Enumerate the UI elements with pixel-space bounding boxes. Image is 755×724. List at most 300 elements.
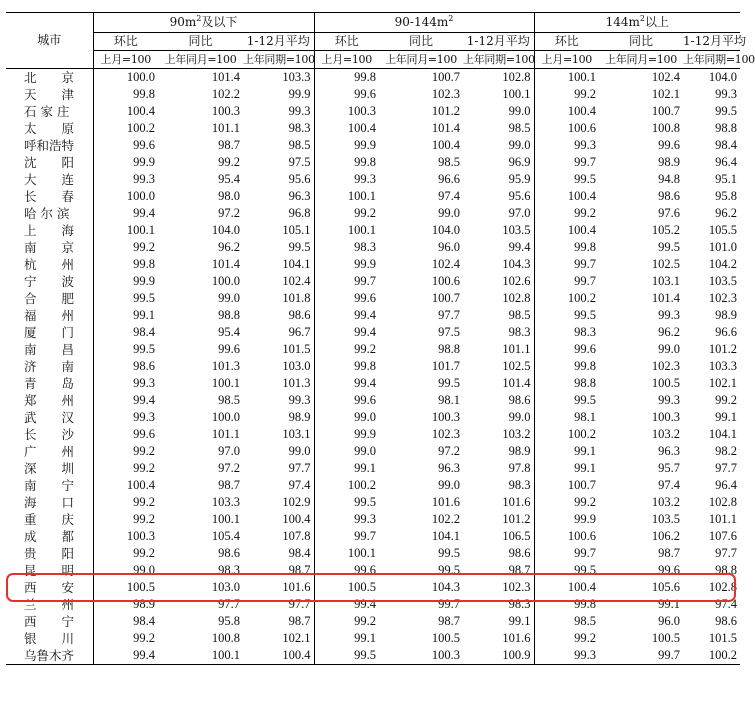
value-cell: 99.7 (534, 256, 599, 273)
value-cell: 99.9 (314, 426, 379, 443)
value-cell: 102.4 (282, 274, 311, 288)
table-row (6, 171, 740, 188)
value-cell: 100.8 (651, 121, 681, 135)
value-cell: 99.7 (314, 528, 379, 545)
city-cell: 重 庆 (24, 512, 75, 527)
value-cell: 100.2 (534, 290, 599, 307)
value-cell: 102.6 (502, 274, 531, 288)
value-cell: 101.2 (431, 104, 460, 118)
value-cell: 100.4 (534, 579, 599, 596)
value-cell: 96.8 (288, 206, 311, 220)
value-cell: 101.1 (708, 512, 738, 526)
value-cell: 97.2 (218, 206, 240, 220)
value-cell: 99.3 (658, 308, 681, 322)
value-cell: 99.4 (314, 307, 379, 324)
city-cell: 长 春 (24, 189, 75, 204)
value-cell: 99.1 (508, 614, 531, 628)
table-row (6, 494, 740, 511)
value-cell: 96.4 (715, 478, 738, 492)
value-cell: 99.3 (534, 137, 599, 154)
value-cell: 99.3 (715, 87, 738, 101)
city-cell: 深 圳 (24, 461, 75, 476)
value-cell: 99.2 (93, 494, 158, 511)
value-cell: 101.5 (708, 631, 738, 645)
value-cell: 95.7 (658, 461, 681, 475)
value-cell: 99.0 (314, 409, 379, 426)
value-cell: 99.2 (93, 460, 158, 477)
value-cell: 99.5 (715, 104, 738, 118)
table-row (6, 239, 740, 256)
table-row (6, 392, 740, 409)
value-cell: 103.5 (502, 223, 531, 237)
value-cell: 100.4 (314, 120, 379, 137)
value-cell: 97.0 (508, 206, 531, 220)
value-cell: 100.2 (534, 426, 599, 443)
value-cell: 99.8 (534, 596, 599, 613)
city-cell: 贵 阳 (24, 546, 75, 561)
value-cell: 99.9 (314, 137, 379, 154)
value-cell: 104.0 (431, 223, 460, 237)
value-cell: 95.9 (508, 172, 531, 186)
value-cell: 95.8 (715, 189, 738, 203)
value-cell: 98.0 (218, 189, 240, 203)
value-cell: 99.3 (93, 409, 158, 426)
value-cell: 100.2 (93, 120, 158, 137)
value-cell: 104.3 (502, 257, 531, 271)
value-cell: 98.2 (715, 444, 738, 458)
value-cell: 105.1 (282, 223, 311, 237)
value-cell: 100.0 (211, 410, 240, 424)
value-cell: 102.9 (282, 495, 311, 509)
value-cell: 100.7 (534, 477, 599, 494)
group-header-medium: $90-144m^2$ (314, 13, 534, 33)
value-cell: 98.1 (534, 409, 599, 426)
value-cell: 95.4 (218, 325, 240, 339)
value-cell: 98.6 (508, 393, 531, 407)
value-cell: 101.3 (211, 359, 240, 373)
value-cell: 99.4 (93, 392, 158, 409)
value-cell: 99.2 (93, 630, 158, 647)
value-cell: 104.0 (708, 70, 738, 84)
value-cell: 99.6 (658, 138, 681, 152)
value-cell: 99.9 (93, 154, 158, 171)
value-cell: 96.4 (715, 155, 738, 169)
value-cell: 99.5 (314, 647, 379, 665)
value-cell: 99.5 (534, 171, 599, 188)
value-cell: 100.4 (431, 138, 460, 152)
value-cell: 99.8 (314, 69, 379, 87)
value-cell: 98.4 (93, 613, 158, 630)
value-cell: 101.6 (502, 631, 531, 645)
value-cell: 101.2 (502, 512, 531, 526)
value-cell: 104.3 (431, 580, 460, 594)
value-cell: 98.3 (534, 324, 599, 341)
value-cell: 98.5 (218, 393, 240, 407)
value-cell: 99.9 (93, 273, 158, 290)
value-cell: 98.5 (438, 155, 460, 169)
value-cell: 100.0 (93, 69, 158, 87)
metric-header: 同比 (379, 33, 463, 51)
value-cell: 99.8 (93, 256, 158, 273)
value-cell: 100.6 (534, 120, 599, 137)
city-cell: 郑 州 (24, 393, 75, 408)
group-header-large: $144m^2$以上 (534, 13, 740, 33)
value-cell: 98.3 (288, 121, 311, 135)
value-cell: 99.0 (508, 410, 531, 424)
value-cell: 99.5 (438, 546, 460, 560)
value-cell: 101.1 (211, 427, 240, 441)
value-cell: 96.2 (715, 206, 738, 220)
value-cell: 102.1 (651, 87, 681, 101)
city-cell: 青 岛 (24, 376, 75, 391)
value-cell: 98.6 (93, 358, 158, 375)
value-cell: 98.9 (288, 410, 311, 424)
value-cell: 96.6 (438, 172, 460, 186)
value-cell: 100.1 (211, 512, 240, 526)
price-index-table-container (6, 12, 755, 665)
value-cell: 103.3 (211, 495, 240, 509)
value-cell: 105.5 (708, 223, 738, 237)
value-cell: 99.4 (93, 205, 158, 222)
value-cell: 100.1 (534, 69, 599, 87)
value-cell: 98.5 (534, 613, 599, 630)
value-cell: 107.6 (708, 529, 738, 543)
value-cell: 101.8 (282, 291, 311, 305)
value-cell: 99.4 (93, 647, 158, 665)
value-cell: 99.0 (288, 444, 311, 458)
value-cell: 99.0 (438, 478, 460, 492)
value-cell: 99.3 (314, 511, 379, 528)
value-cell: 97.4 (658, 478, 681, 492)
value-cell: 106.5 (502, 529, 531, 543)
value-cell: 99.1 (314, 630, 379, 647)
city-cell: 乌鲁木齐 (6, 647, 93, 665)
value-cell: 99.3 (288, 104, 311, 118)
price-index-table (6, 12, 755, 665)
value-cell: 96.2 (218, 240, 240, 254)
value-cell: 99.2 (314, 613, 379, 630)
value-cell: 103.0 (282, 359, 311, 373)
value-cell: 102.8 (502, 291, 531, 305)
table-row (6, 290, 740, 307)
value-cell: 101.4 (431, 121, 460, 135)
value-cell: 103.1 (282, 427, 311, 441)
value-cell: 103.5 (651, 512, 681, 526)
value-cell: 100.6 (431, 274, 460, 288)
table-row (6, 460, 740, 477)
value-cell: 97.4 (438, 189, 460, 203)
basis-row (6, 51, 740, 69)
value-cell: 98.7 (508, 563, 531, 577)
city-cell: 长 沙 (24, 427, 75, 442)
value-cell: 99.9 (288, 87, 311, 101)
value-cell: 100.1 (502, 87, 531, 101)
value-cell: 102.2 (431, 512, 460, 526)
value-cell: 100.1 (93, 222, 158, 239)
value-cell: 99.2 (314, 341, 379, 358)
metric-header: 同比 (599, 33, 683, 51)
value-cell: 100.4 (534, 222, 599, 239)
value-cell: 96.9 (508, 155, 531, 169)
value-cell: 97.7 (288, 597, 311, 611)
value-cell: 98.7 (438, 614, 460, 628)
value-cell: 97.6 (658, 206, 681, 220)
city-cell: 昆 明 (24, 563, 75, 578)
value-cell: 103.2 (651, 495, 681, 509)
value-cell: 100.6 (534, 528, 599, 545)
city-cell: 太 原 (24, 121, 75, 136)
value-cell: 99.8 (93, 86, 158, 103)
value-cell: 98.7 (218, 478, 240, 492)
value-cell: 99.5 (534, 562, 599, 579)
basis-header: 上月=100 (534, 51, 599, 69)
value-cell: 99.0 (508, 138, 531, 152)
value-cell: 95.1 (715, 172, 738, 186)
table-row (6, 647, 740, 665)
value-cell: 99.8 (534, 239, 599, 256)
value-cell: 102.3 (502, 580, 531, 594)
value-cell: 102.5 (502, 359, 531, 373)
value-cell: 95.6 (508, 189, 531, 203)
value-cell: 101.6 (502, 495, 531, 509)
value-cell: 102.8 (708, 580, 738, 594)
table-row (6, 188, 740, 205)
value-cell: 102.3 (431, 87, 460, 101)
table-row (6, 69, 740, 87)
value-cell: 99.8 (314, 154, 379, 171)
value-cell: 100.9 (463, 647, 534, 665)
value-cell: 99.5 (288, 240, 311, 254)
value-cell: 99.5 (534, 307, 599, 324)
table-row (6, 324, 740, 341)
value-cell: 99.3 (288, 393, 311, 407)
city-cell: 武 汉 (24, 410, 75, 425)
city-cell: 杭 州 (24, 257, 75, 272)
value-cell: 99.3 (314, 171, 379, 188)
value-cell: 99.7 (534, 273, 599, 290)
city-cell: 西 安 (24, 580, 75, 595)
value-cell: 97.2 (218, 461, 240, 475)
value-cell: 99.6 (314, 562, 379, 579)
value-cell: 96.2 (658, 325, 681, 339)
city-column-header: 城市 (6, 13, 93, 69)
value-cell: 98.6 (508, 546, 531, 560)
table-row (6, 613, 740, 630)
value-cell: 99.7 (599, 647, 683, 665)
value-cell: 95.6 (288, 172, 311, 186)
metric-header: 环比 (534, 33, 599, 51)
value-cell: 98.1 (438, 393, 460, 407)
value-cell: 99.6 (218, 342, 240, 356)
value-cell: 99.2 (93, 545, 158, 562)
value-cell: 100.1 (314, 222, 379, 239)
city-cell: 呼和浩特 (24, 138, 75, 153)
value-cell: 98.3 (218, 563, 240, 577)
value-cell: 98.7 (288, 563, 311, 577)
value-cell: 98.3 (508, 325, 531, 339)
value-cell: 100.5 (651, 376, 681, 390)
value-cell: 98.7 (218, 138, 240, 152)
value-cell: 97.7 (715, 461, 738, 475)
value-cell: 99.2 (93, 443, 158, 460)
value-cell: 100.5 (651, 631, 681, 645)
table-row (6, 545, 740, 562)
table-row (6, 307, 740, 324)
city-cell: 沈 阳 (24, 155, 75, 170)
value-cell: 102.1 (708, 376, 738, 390)
value-cell: 100.0 (93, 188, 158, 205)
value-cell: 97.4 (288, 478, 311, 492)
value-cell: 100.4 (534, 188, 599, 205)
value-cell: 103.5 (708, 274, 738, 288)
value-cell: 101.0 (708, 240, 738, 254)
value-cell: 98.8 (218, 308, 240, 322)
value-cell: 103.3 (282, 70, 311, 84)
value-cell: 101.6 (431, 495, 460, 509)
value-cell: 99.1 (314, 460, 379, 477)
metric-header: 环比 (314, 33, 379, 51)
highlight-box (6, 573, 736, 602)
value-cell: 99.1 (715, 410, 738, 424)
value-cell: 99.5 (534, 392, 599, 409)
value-cell: 99.1 (658, 597, 681, 611)
value-cell: 97.4 (715, 597, 738, 611)
value-cell: 99.2 (93, 511, 158, 528)
value-cell: 99.3 (93, 375, 158, 392)
value-cell: 97.5 (288, 155, 311, 169)
value-cell: 99.6 (314, 290, 379, 307)
subheader-row (6, 33, 740, 51)
value-cell: 98.9 (508, 444, 531, 458)
value-cell: 101.4 (502, 376, 531, 390)
value-cell: 99.2 (93, 239, 158, 256)
city-cell: 合 肥 (24, 291, 75, 306)
city-cell: 济 南 (24, 359, 75, 374)
city-cell: 北 京 (24, 70, 75, 85)
value-cell: 100.2 (683, 647, 740, 665)
value-cell: 99.6 (314, 392, 379, 409)
value-cell: 100.3 (314, 103, 379, 120)
value-cell: 95.4 (218, 172, 240, 186)
city-cell: 福 州 (24, 308, 75, 323)
value-cell: 100.1 (211, 376, 240, 390)
value-cell: 99.5 (93, 341, 158, 358)
value-cell: 99.7 (314, 273, 379, 290)
metric-header: 环比 (93, 33, 158, 51)
value-cell: 101.5 (282, 342, 311, 356)
value-cell: 99.4 (314, 324, 379, 341)
basis-header: 上月=100 (93, 51, 158, 69)
value-cell: 99.0 (218, 291, 240, 305)
table-row (6, 511, 740, 528)
value-cell: 98.3 (508, 478, 531, 492)
value-cell: 100.5 (431, 631, 460, 645)
value-cell: 100.0 (211, 274, 240, 288)
metric-header: 同比 (158, 33, 243, 51)
city-cell: 石 家 庄 (24, 104, 70, 119)
table-header (6, 13, 755, 69)
value-cell: 98.8 (534, 375, 599, 392)
value-cell: 100.3 (211, 104, 240, 118)
value-cell: 98.5 (508, 308, 531, 322)
table-row (6, 426, 740, 443)
value-cell: 104.1 (282, 257, 311, 271)
basis-header: 上年同期=100 (463, 51, 534, 69)
table-row (6, 103, 740, 120)
city-cell: 南 宁 (24, 478, 75, 493)
city-cell: 大 连 (24, 172, 75, 187)
value-cell: 104.1 (431, 529, 460, 543)
value-cell: 100.5 (93, 579, 158, 596)
value-cell: 100.7 (431, 291, 460, 305)
value-cell: 98.9 (93, 596, 158, 613)
table-row (6, 358, 740, 375)
value-cell: 99.1 (534, 443, 599, 460)
value-cell: 105.6 (651, 580, 681, 594)
value-cell: 99.6 (534, 341, 599, 358)
value-cell: 100.4 (282, 512, 311, 526)
value-cell: 99.0 (93, 562, 158, 579)
value-cell: 99.8 (314, 358, 379, 375)
value-cell: 96.0 (438, 240, 460, 254)
value-cell: 96.6 (715, 325, 738, 339)
value-cell: 95.8 (218, 614, 240, 628)
value-cell: 99.2 (314, 205, 379, 222)
basis-header: 上年同月=100 (379, 51, 463, 69)
city-cell: 银 川 (24, 631, 75, 646)
value-cell: 98.8 (715, 563, 738, 577)
value-cell: 101.4 (211, 257, 240, 271)
value-cell: 102.8 (502, 70, 531, 84)
value-cell: 100.3 (379, 647, 463, 665)
value-cell: 99.2 (534, 205, 599, 222)
value-cell: 99.2 (534, 494, 599, 511)
value-cell: 98.8 (715, 121, 738, 135)
value-cell: 100.7 (431, 70, 460, 84)
city-cell: 天 津 (24, 87, 75, 102)
value-cell: 99.7 (534, 545, 599, 562)
value-cell: 102.2 (211, 87, 240, 101)
value-cell: 99.9 (314, 256, 379, 273)
value-cell: 99.2 (715, 393, 738, 407)
value-cell: 104.1 (708, 427, 738, 441)
value-cell: 96.3 (658, 444, 681, 458)
value-cell: 100.3 (651, 410, 681, 424)
city-cell: 厦 门 (24, 325, 75, 340)
value-cell: 99.3 (93, 171, 158, 188)
value-cell: 102.4 (431, 257, 460, 271)
value-cell: 100.1 (158, 647, 243, 665)
value-cell: 99.0 (658, 342, 681, 356)
table-row (6, 256, 740, 273)
value-cell: 99.5 (658, 240, 681, 254)
value-cell: 102.3 (431, 427, 460, 441)
table-row (6, 443, 740, 460)
value-cell: 101.4 (211, 70, 240, 84)
value-cell: 103.3 (708, 359, 738, 373)
basis-header: 上年同期=100 (243, 51, 314, 69)
value-cell: 98.9 (715, 308, 738, 322)
value-cell: 98.6 (715, 614, 738, 628)
value-cell: 101.2 (708, 342, 738, 356)
value-cell: 98.5 (508, 121, 531, 135)
value-cell: 97.8 (508, 461, 531, 475)
value-cell: 98.6 (658, 189, 681, 203)
table-row (6, 273, 740, 290)
value-cell: 101.3 (282, 376, 311, 390)
value-cell: 99.5 (438, 376, 460, 390)
value-cell: 98.9 (658, 155, 681, 169)
